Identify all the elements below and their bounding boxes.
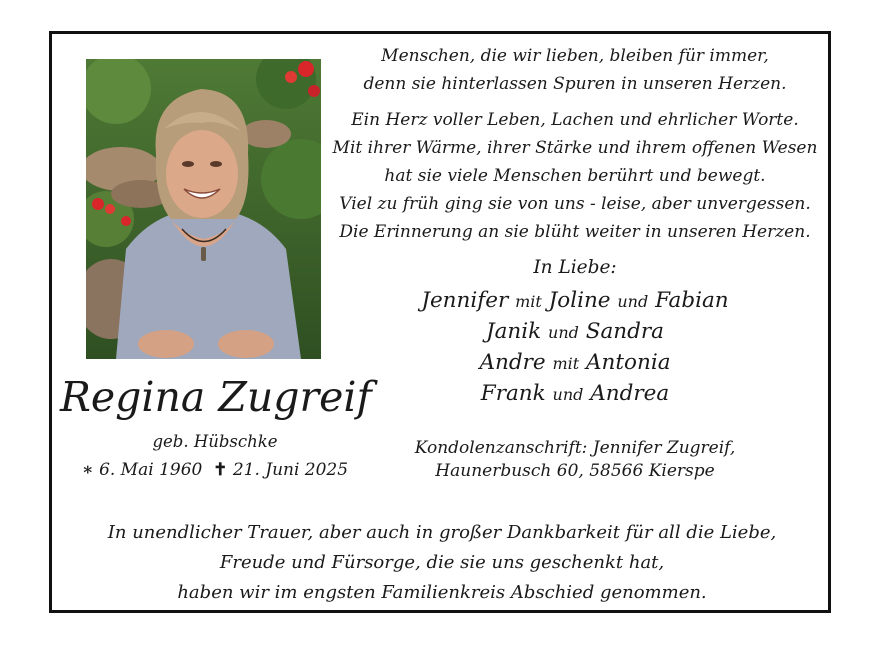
condolence-line: Haunerbusch 60, 58566 Kierspe bbox=[435, 461, 715, 481]
closing-text bbox=[60, 518, 824, 608]
mourner-line bbox=[330, 379, 820, 410]
mourners-list bbox=[330, 286, 820, 410]
death-cross-icon: ✝ bbox=[213, 460, 228, 480]
condolence-line: Kondolenzanschrift: Jennifer Zugreif, bbox=[414, 438, 736, 458]
poem-line: Die Erinnerung an sie blüht weiter in unseren Herzen. bbox=[339, 222, 811, 242]
condolence-address bbox=[330, 437, 820, 483]
mourner-conjunction: und bbox=[552, 385, 584, 404]
birth-name: geb. Hübschke bbox=[152, 432, 278, 451]
deceased-name: Regina Zugreif bbox=[60, 373, 372, 421]
mourner-line bbox=[330, 348, 820, 379]
closing-line: Freude und Fürsorge, die sie uns geschenkt hat, bbox=[219, 552, 665, 573]
mourner-conjunction: mit bbox=[515, 292, 542, 311]
birth-star-icon: ∗ bbox=[81, 460, 94, 480]
mourner-conjunction: mit bbox=[552, 354, 580, 373]
mourner-name: Jennifer bbox=[421, 288, 509, 313]
mourner-name: Antonia bbox=[586, 350, 671, 375]
mourner-line bbox=[330, 286, 820, 317]
mourner-name: Frank bbox=[480, 381, 546, 406]
closing-line: In unendlicher Trauer, aber auch in großer Dankbarkeit für all die Liebe, bbox=[107, 522, 777, 543]
poem-line: Ein Herz voller Leben, Lachen und ehrlicher Worte. bbox=[351, 110, 799, 130]
mourner-name: Fabian bbox=[655, 288, 729, 313]
closing-line: haben wir im engsten Familienkreis Abschied genommen. bbox=[177, 582, 707, 603]
mourners-intro: In Liebe: bbox=[533, 257, 617, 278]
mourner-line bbox=[330, 317, 820, 348]
life-dates bbox=[60, 460, 370, 480]
mourner-conjunction: und bbox=[548, 323, 579, 342]
poem-line: hat sie viele Menschen berührt und bewegt. bbox=[384, 166, 766, 186]
poem-line: Menschen, die wir lieben, bleiben für immer, bbox=[381, 46, 769, 66]
poem-line: denn sie hinterlassen Spuren in unseren Herzen. bbox=[363, 74, 787, 94]
mourner-name: Andrea bbox=[590, 381, 670, 406]
mourner-name: Sandra bbox=[585, 319, 664, 344]
death-date: 21. Juni 2025 bbox=[232, 460, 349, 480]
poem-stanza-1 bbox=[330, 42, 820, 98]
birth-date: 6. Mai 1960 bbox=[99, 460, 203, 480]
mourner-name: Andre bbox=[479, 350, 546, 375]
mourner-conjunction: und bbox=[617, 292, 649, 311]
portrait-photo-icon bbox=[86, 59, 321, 359]
portrait-photo bbox=[86, 59, 321, 359]
poem-stanza-2 bbox=[330, 106, 820, 246]
poem-line: Mit ihrer Wärme, ihrer Stärke und ihrem offenen Wesen bbox=[332, 138, 818, 158]
poem-line: Viel zu früh ging sie von uns - leise, aber unvergessen. bbox=[339, 194, 811, 214]
mourner-name: Janik bbox=[485, 319, 542, 344]
mourner-name: Joline bbox=[548, 288, 611, 313]
